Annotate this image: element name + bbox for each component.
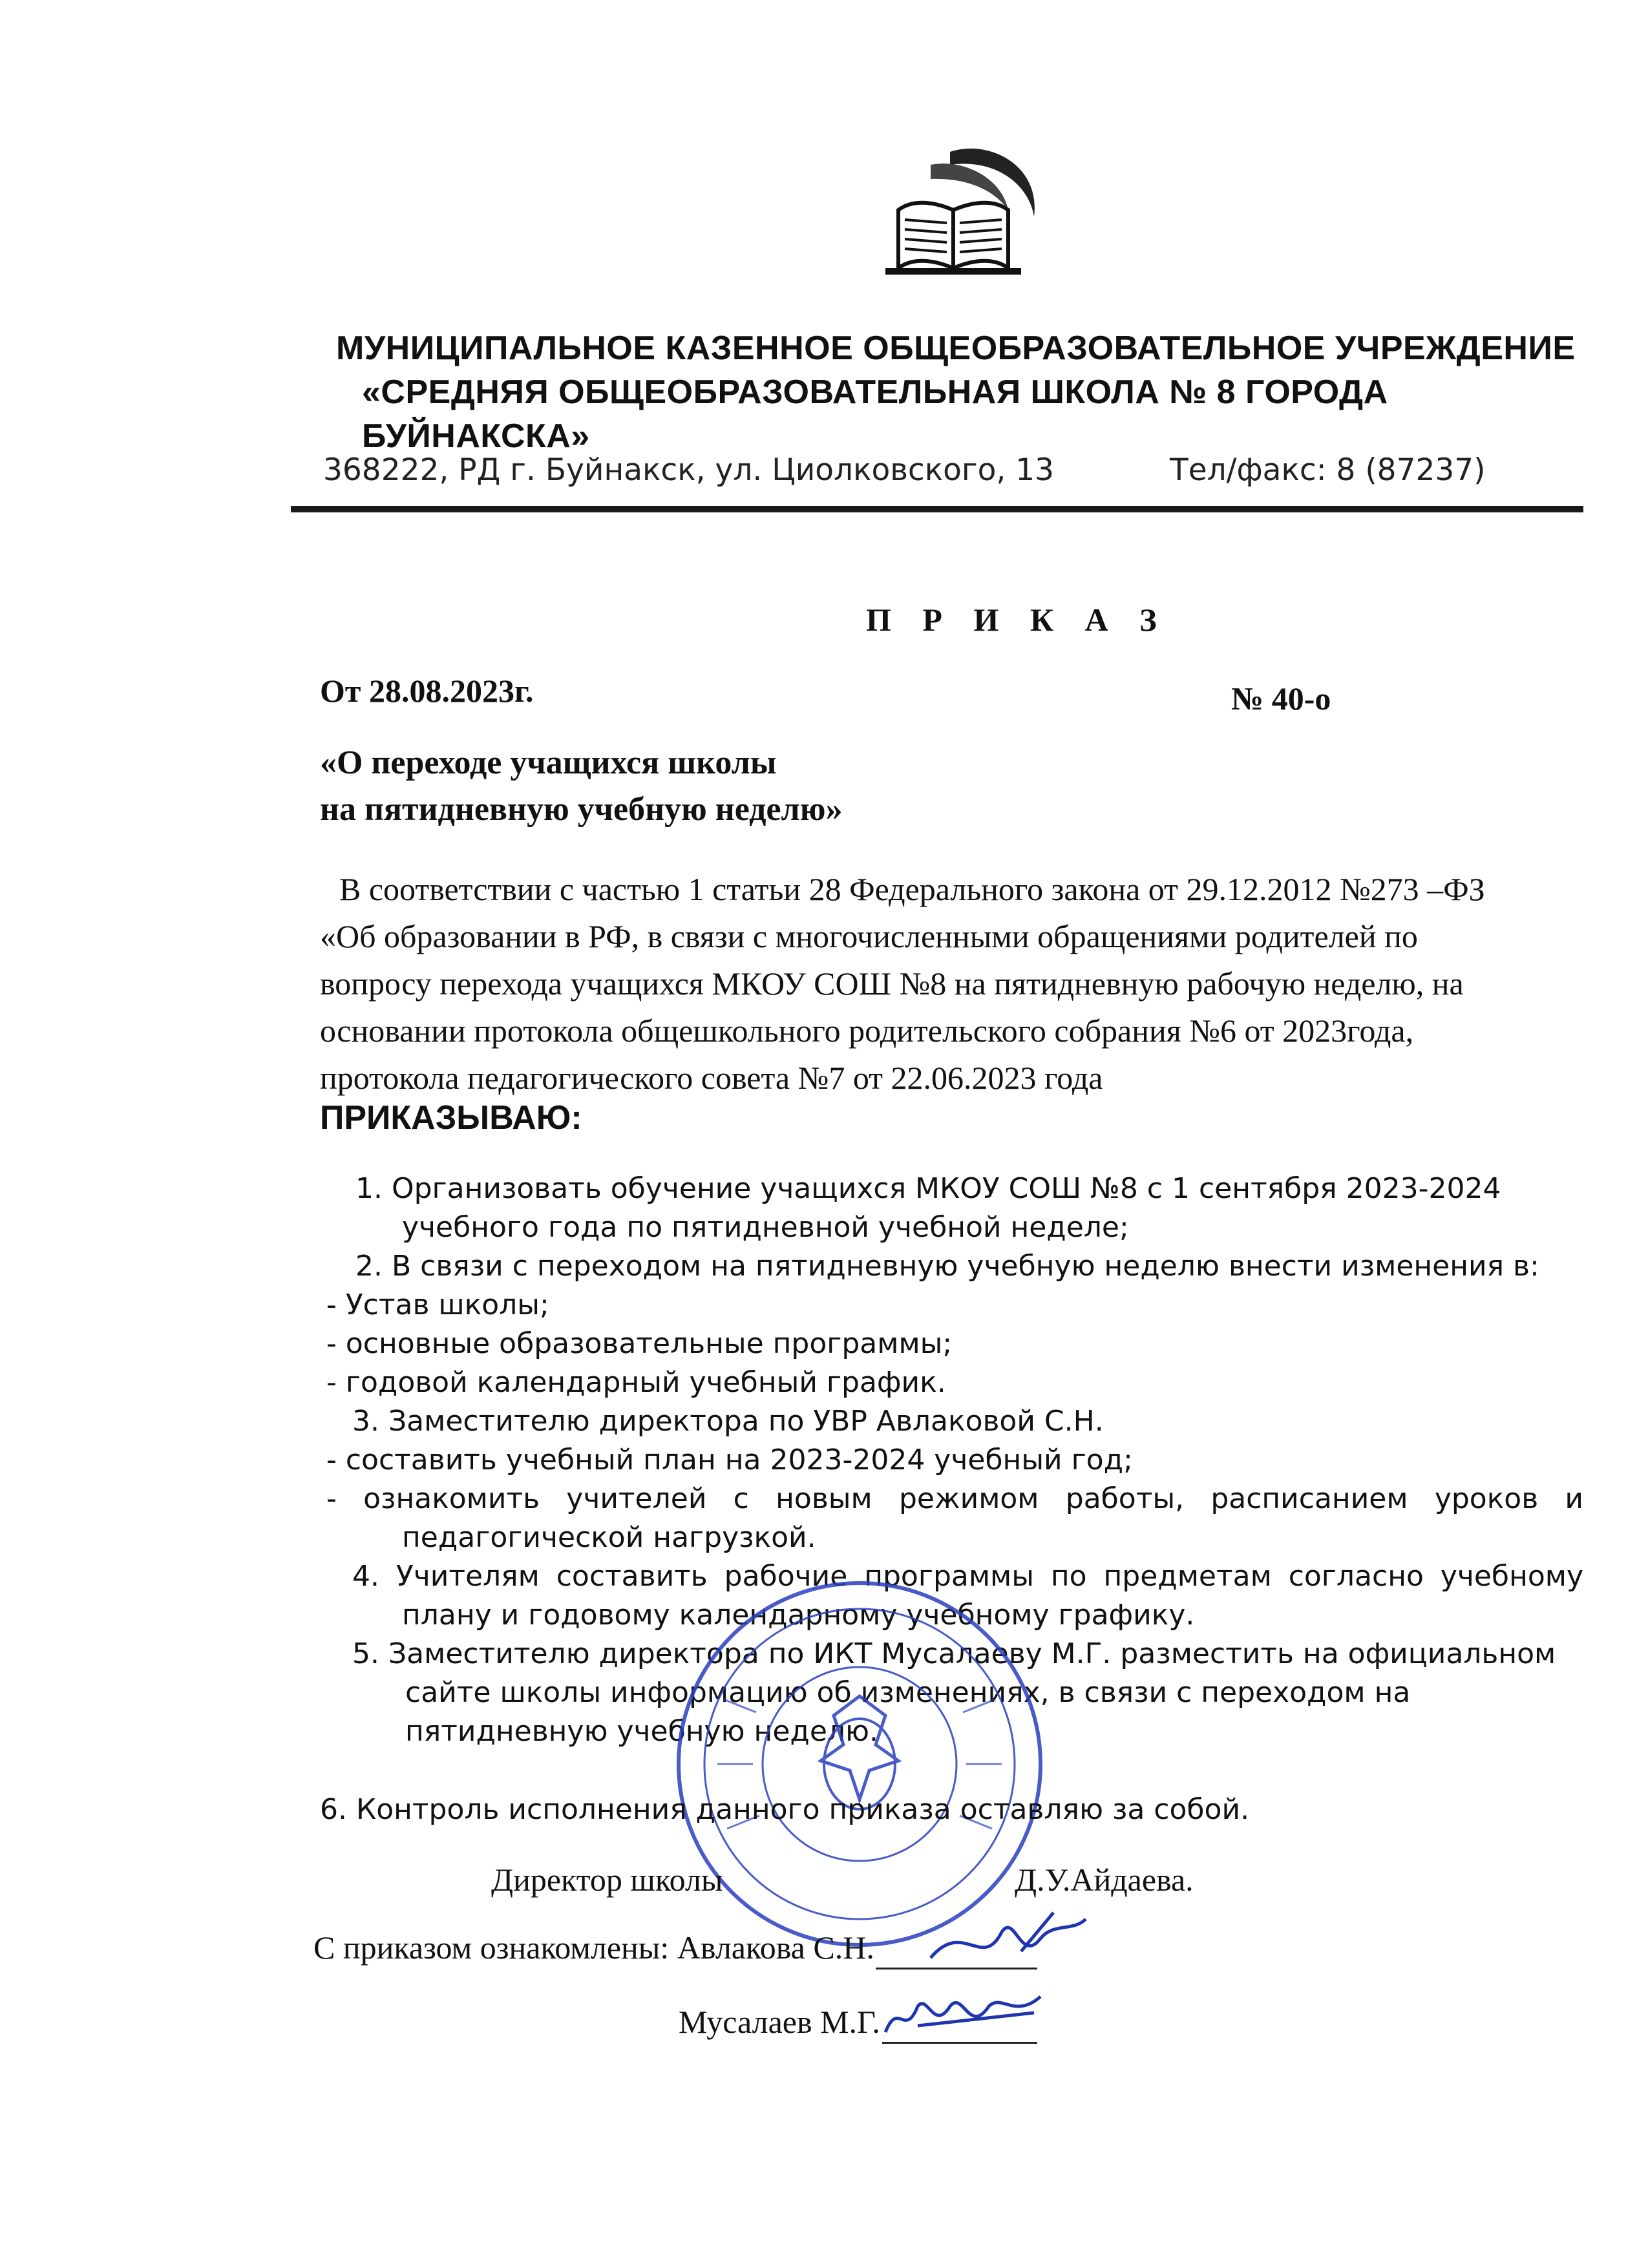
- list-item: - годовой календарный учебный график.: [326, 1366, 946, 1399]
- list-item: 4. Учителям составить рабочие программы по предметам согласно учебному плану и годовому календарному учебному графику.: [352, 1560, 1583, 1632]
- list-item: - ознакомить учителей с новым режимом работы, расписанием уроков и педагогической нагрузкой.: [326, 1482, 1583, 1554]
- subject-line-2: на пятидневную учебную неделю»: [320, 791, 843, 828]
- order-date: От 28.08.2023г.: [320, 673, 534, 709]
- director-name: Д.У.Айдаева.: [1015, 1862, 1194, 1898]
- order-subject: [320, 740, 842, 833]
- order-number: № 40-о: [1231, 680, 1331, 717]
- director-label: Директор школы: [491, 1862, 723, 1898]
- list-item: 3. Заместителю директора по УВР Авлаковой С.Н.: [352, 1405, 1104, 1438]
- list-item: 1. Организовать обучение учащихся МКОУ СОШ №8 с 1 сентября 2023-2024 учебного года по пятидневной учебной неделе;: [355, 1172, 1501, 1244]
- list-item: 5. Заместителю директора по ИКТ Мусалаеву М.Г. разместить на официальном сайте школы информацию об изменениях, в связи с переходом на пятидневную учебную неделю.: [352, 1637, 1556, 1748]
- list-item: - составить учебный план на 2023-2024 учебный год;: [326, 1444, 1133, 1476]
- school-logo-icon: [860, 139, 1053, 288]
- acknowledgement-second: Мусалаев М.Г.: [679, 2004, 880, 2040]
- org-line-1: МУНИЦИПАЛЬНОЕ КАЗЕННОЕ ОБЩЕОБРАЗОВАТЕЛЬНОЕ УЧРЕЖДЕНИЕ: [336, 330, 1576, 367]
- organization-name: [336, 326, 1603, 458]
- signature-avlakova: [924, 1906, 1092, 1977]
- header-divider: [291, 506, 1583, 512]
- org-line-2: «СРЕДНЯЯ ОБЩЕОБРАЗОВАТЕЛЬНАЯ ШКОЛА № 8 ГОРОДА БУЙНАКСКА»: [362, 373, 1388, 455]
- order-heading: ПРИКАЗЫВАЮ:: [320, 1099, 582, 1137]
- official-stamp: [666, 1570, 1053, 1958]
- control-item: 6. Контроль исполнения данного приказа оставляю за собой.: [320, 1793, 1250, 1826]
- list-item: - Устав школы;: [326, 1288, 549, 1321]
- preamble-paragraph: В соответствии с частью 1 статьи 28 Федерального закона от 29.12.2012 №273 –ФЗ «Об образовании в РФ, в связи с многочисленными обращениями родителей по вопросу перехода учащихся МКОУ СОШ №8 на пятидневную рабочую неделю, на основании протокола общешкольного родительского собрания №6 от 2023года, протокола педагогического совета №7 от 22.06.2023 года: [320, 871, 1485, 1096]
- list-item: 2. В связи с переходом на пятидневную учебную неделю внести изменения в:: [355, 1250, 1539, 1283]
- document-title: П Р И К А З: [866, 602, 1168, 638]
- signature-musalaev: [879, 1987, 1047, 2045]
- address: 368222, РД г. Буйнакск, ул. Циолковского, 13: [323, 452, 1055, 488]
- list-item: - основные образовательные программы;: [326, 1327, 953, 1360]
- acknowledgement-line: С приказом ознакомлены: Авлакова С.Н.: [313, 1929, 874, 1966]
- subject-line-1: «О переходе учащихся школы: [320, 744, 777, 781]
- phone-fax: Тел/факс: 8 (87237): [1170, 452, 1486, 488]
